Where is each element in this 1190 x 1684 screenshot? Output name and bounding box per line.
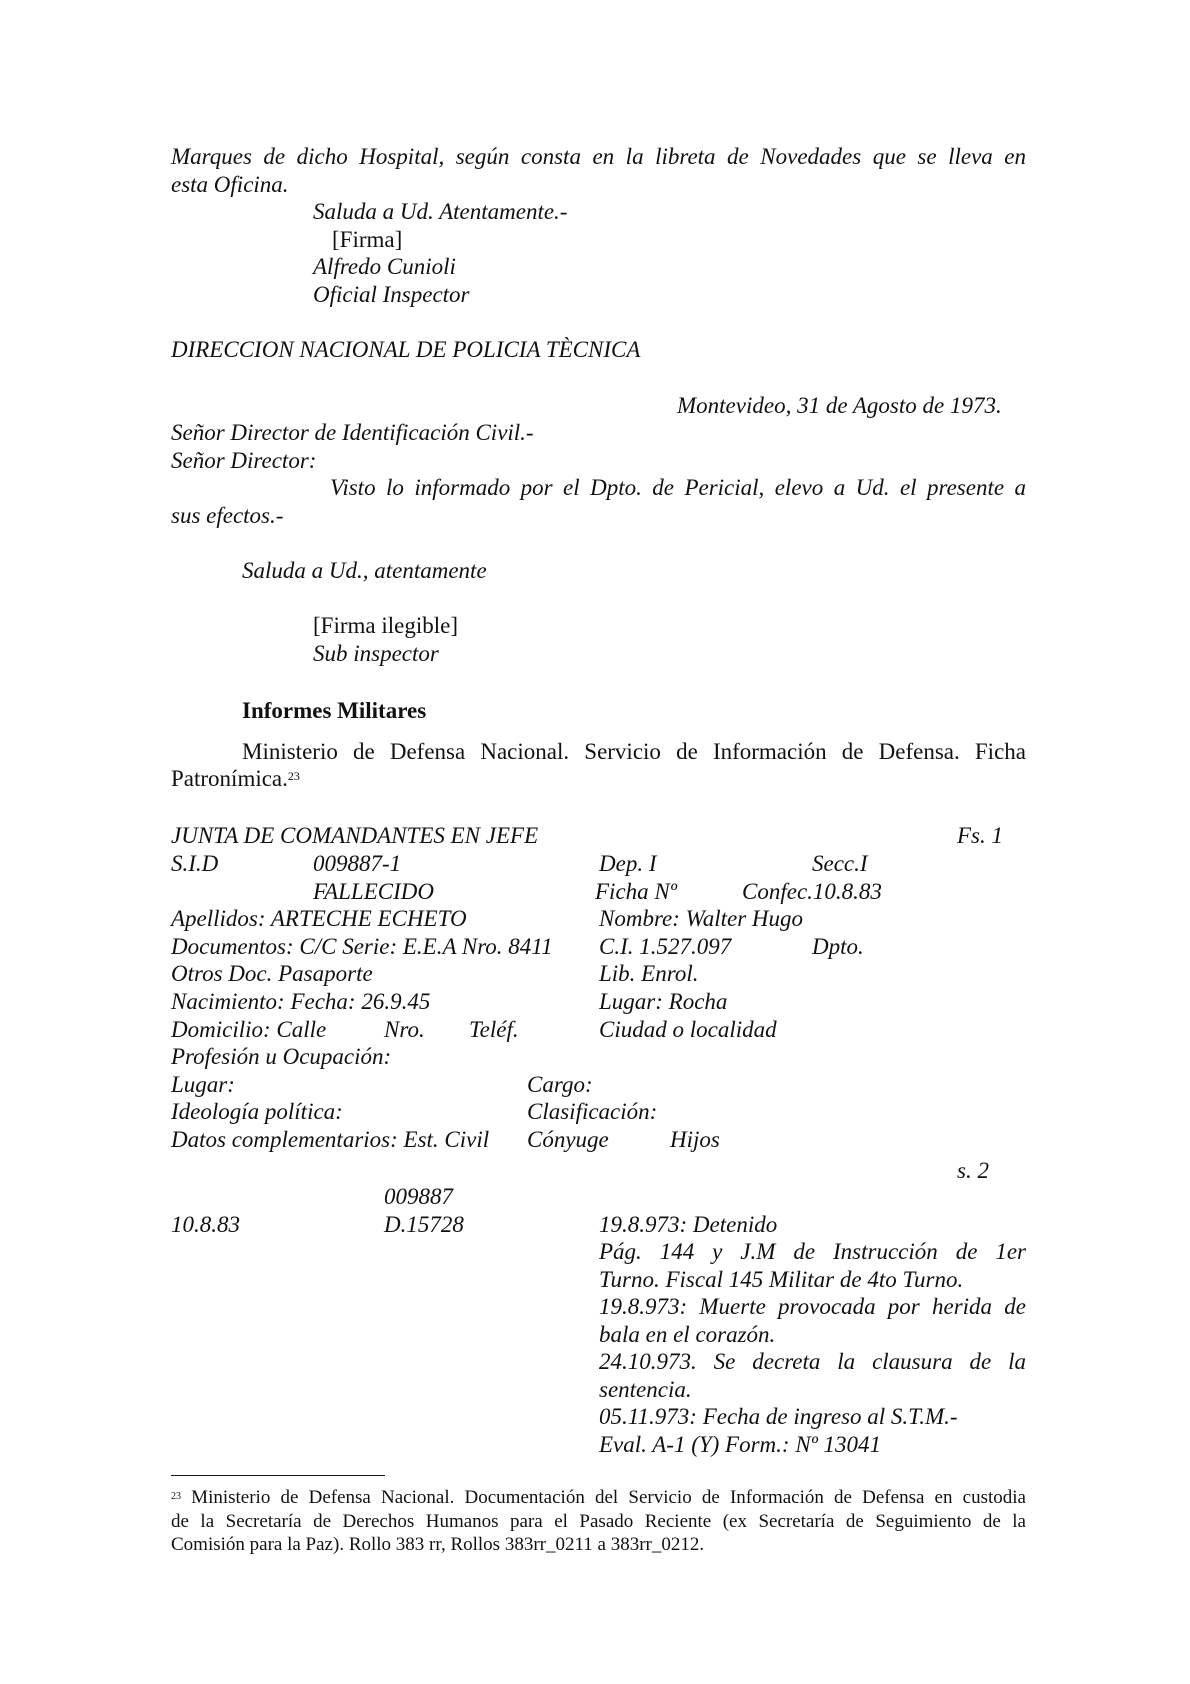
ficha-entry: Eval. A-1 (Y) Form.: Nº 13041 (599, 1432, 882, 1457)
memo-closing: Saluda a Ud., atentamente (242, 558, 487, 583)
memo-addressee: Señor Director de Identificación Civil.- (171, 420, 534, 445)
ficha-field: Cónyuge (527, 1127, 609, 1152)
signer-name: Alfredo Cunioli (313, 254, 456, 279)
footnote-line: $^{23}$ Ministerio de Defensa Nacional. Documentación del Servicio de Información de Defensa en custodia (171, 1487, 1026, 1508)
ficha-entry: 24.10.973. Se decreta la clausura de la (599, 1349, 1026, 1374)
footnote-reference: 23 (287, 769, 300, 783)
ficha-field: Documentos: C/C Serie: E.E.A Nro. 8411 (171, 934, 553, 959)
footnote-number: 23 (171, 1491, 181, 1502)
signer-rank: Oficial Inspector (313, 282, 470, 307)
ficha-date: 10.8.83 (171, 1212, 240, 1237)
memo-header: DIRECCION NACIONAL DE POLICIA TÈCNICA (171, 337, 641, 362)
section-heading: Informes Militares (242, 698, 427, 723)
ficha-entry: Pág. 144 y J.M de Instrucción de 1er (599, 1239, 1026, 1264)
ficha-entry: 05.11.973: Fecha de ingreso al S.T.M.- (599, 1404, 958, 1429)
body-text-line: Marques de dicho Hospital, según consta en la libreta de Novedades que se lleva en (171, 144, 1026, 169)
ficha-entry: bala en el corazón. (599, 1322, 776, 1347)
signer-rank: Sub inspector (313, 641, 439, 666)
ficha-field: Teléf. (469, 1017, 519, 1042)
ficha-page-number: Fs. 1 (957, 823, 1003, 848)
ficha-header: JUNTA DE COMANDANTES EN JEFE (171, 823, 539, 848)
ficha-field: Lugar: Rocha (599, 989, 728, 1014)
body-text-line: esta Oficina. (171, 172, 289, 197)
ficha-entry: 19.8.973: Muerte provocada por herida de (599, 1294, 1026, 1319)
ficha-status: FALLECIDO (313, 879, 434, 904)
section-intro-line: Ministerio de Defensa Nacional. Servicio de Información de Defensa. Ficha (242, 739, 1026, 764)
ficha-field: Cargo: (527, 1072, 593, 1097)
ficha-field: C.I. 1.527.097 (599, 934, 732, 959)
ficha-entry: 19.8.973: Detenido (599, 1212, 778, 1237)
ficha-reference: 009887 (384, 1184, 453, 1209)
section-intro-line: Patronímica.$^{23}$ (171, 766, 300, 791)
ficha-entry: Turno. Fiscal 145 Militar de 4to Turno. (599, 1267, 964, 1292)
ficha-field: Clasificación: (527, 1099, 658, 1124)
footnote-line: Comisión para la Paz). Rollo 383 rr, Rollos 383rr_0211 a 383rr_0212. (171, 1534, 705, 1555)
footnote-line: de la Secretaría de Derechos Humanos para el Pasado Reciente (ex Secretaría de Seguimiento de la (171, 1510, 1026, 1532)
ficha-field: Lib. Enrol. (599, 961, 699, 986)
ficha-field: Dep. I (599, 851, 657, 876)
ficha-field: Dpto. (812, 934, 864, 959)
ficha-field: Apellidos: ARTECHE ECHETO (171, 906, 467, 931)
memo-date: Montevideo, 31 de Agosto de 1973. (677, 393, 1002, 418)
ficha-reference: D.15728 (384, 1212, 464, 1237)
signature-placeholder: [Firma ilegible] (313, 613, 458, 638)
memo-body-line: sus efectos.- (171, 503, 284, 528)
ficha-field: 009887-1 (313, 851, 402, 876)
ficha-field: Hijos (670, 1127, 720, 1152)
ficha-field: Nombre: Walter Hugo (599, 906, 804, 931)
signature-placeholder: [Firma] (332, 227, 403, 252)
ficha-field: Lugar: (171, 1072, 235, 1097)
ficha-field: Datos complementarios: Est. Civil (171, 1127, 490, 1152)
ficha-field: Nacimiento: Fecha: 26.9.45 (171, 989, 431, 1014)
footnote (171, 1486, 1026, 1557)
ficha-field: Otros Doc. Pasaporte (171, 961, 373, 986)
memo-salutation: Señor Director: (171, 448, 317, 473)
ficha-field: S.I.D (171, 851, 219, 876)
ficha-page-number: s. 2 (957, 1158, 989, 1183)
ficha-field: Ideología política: (171, 1099, 343, 1124)
memo-body-line: Visto lo informado por el Dpto. de Pericial, elevo a Ud. el presente a (330, 475, 1026, 500)
salutation: Saluda a Ud. Atentamente.- (313, 199, 568, 224)
ficha-field: Confec.10.8.83 (742, 879, 882, 904)
footnote-separator (171, 1475, 385, 1476)
ficha-field: Domicilio: Calle (171, 1017, 327, 1042)
ficha-entry: sentencia. (599, 1377, 692, 1402)
ficha-field: Secc.I (812, 851, 868, 876)
ficha-field: Nro. (384, 1017, 425, 1042)
ficha-field: Ciudad o localidad (599, 1017, 777, 1042)
ficha-field: Profesión u Ocupación: (171, 1044, 392, 1069)
ficha-field: Ficha Nº (595, 879, 677, 904)
